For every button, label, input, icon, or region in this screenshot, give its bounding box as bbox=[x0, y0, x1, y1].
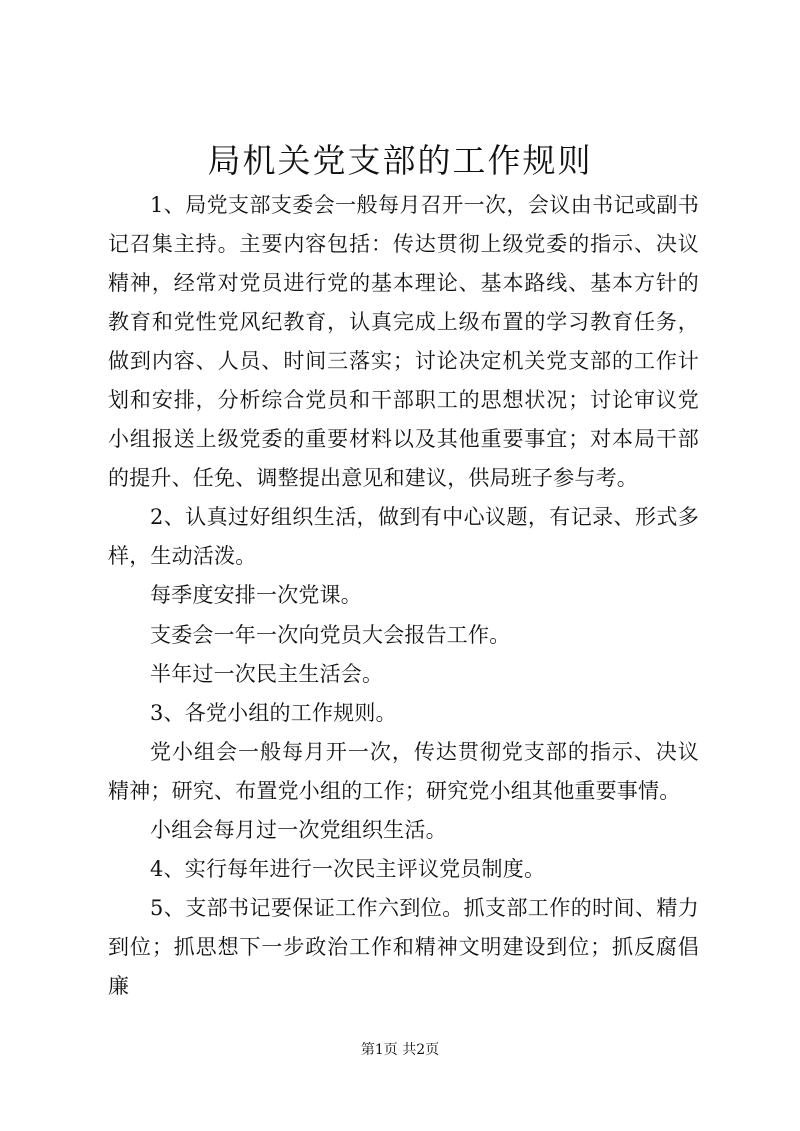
paragraph-7: 党小组会一般每月开一次，传达贯彻党支部的指示、决议精神；研究、布置党小组的工作；研究党小组其他重要事情。 bbox=[108, 739, 699, 803]
paragraph-2: 2、认真过好组织生活，做到有中心议题，有记录、形式多样，生动活泼。 bbox=[108, 505, 699, 569]
paragraph-3: 每季度安排一次党课。 bbox=[150, 583, 362, 608]
paragraph-10: 5、支部书记要保证工作六到位。抓支部工作的时间、精力到位；抓思想下一步政治工作和精神文明建设到位；抓反腐倡廉 bbox=[108, 895, 699, 998]
document-title: 局机关党支部的工作规则 bbox=[207, 141, 593, 180]
paragraph-1: 1、局党支部支委会一般每月召开一次，会议由书记或副书记召集主持。主要内容包括：传达贯彻上级党委的指示、决议精神，经常对党员进行党的基本理论、基本路线、基本方针的教育和党性党风纪教育，认真完成上级布置的学习教育任务，做到内容、人员、时间三落实；讨论决定机关党支部的工作计划和安排，分析综合党员和干部职工的思想状况；讨论审议党小组报送上级党委的重要材料以及其他重要事宜；对本局干部的提升、任免、调整提出意见和建议，供局班子参与考。 bbox=[108, 193, 699, 491]
page-footer: 第1页 共2页 bbox=[360, 1042, 440, 1058]
paragraph-8: 小组会每月过一次党组织生活。 bbox=[150, 817, 447, 842]
paragraph-9: 4、实行每年进行一次民主评议党员制度。 bbox=[150, 856, 546, 881]
paragraph-6: 3、各党小组的工作规则。 bbox=[150, 700, 397, 725]
document-body bbox=[108, 186, 699, 1006]
paragraph-4: 支委会一年一次向党员大会报告工作。 bbox=[150, 622, 511, 647]
paragraph-5: 半年过一次民主生活会。 bbox=[150, 661, 384, 686]
